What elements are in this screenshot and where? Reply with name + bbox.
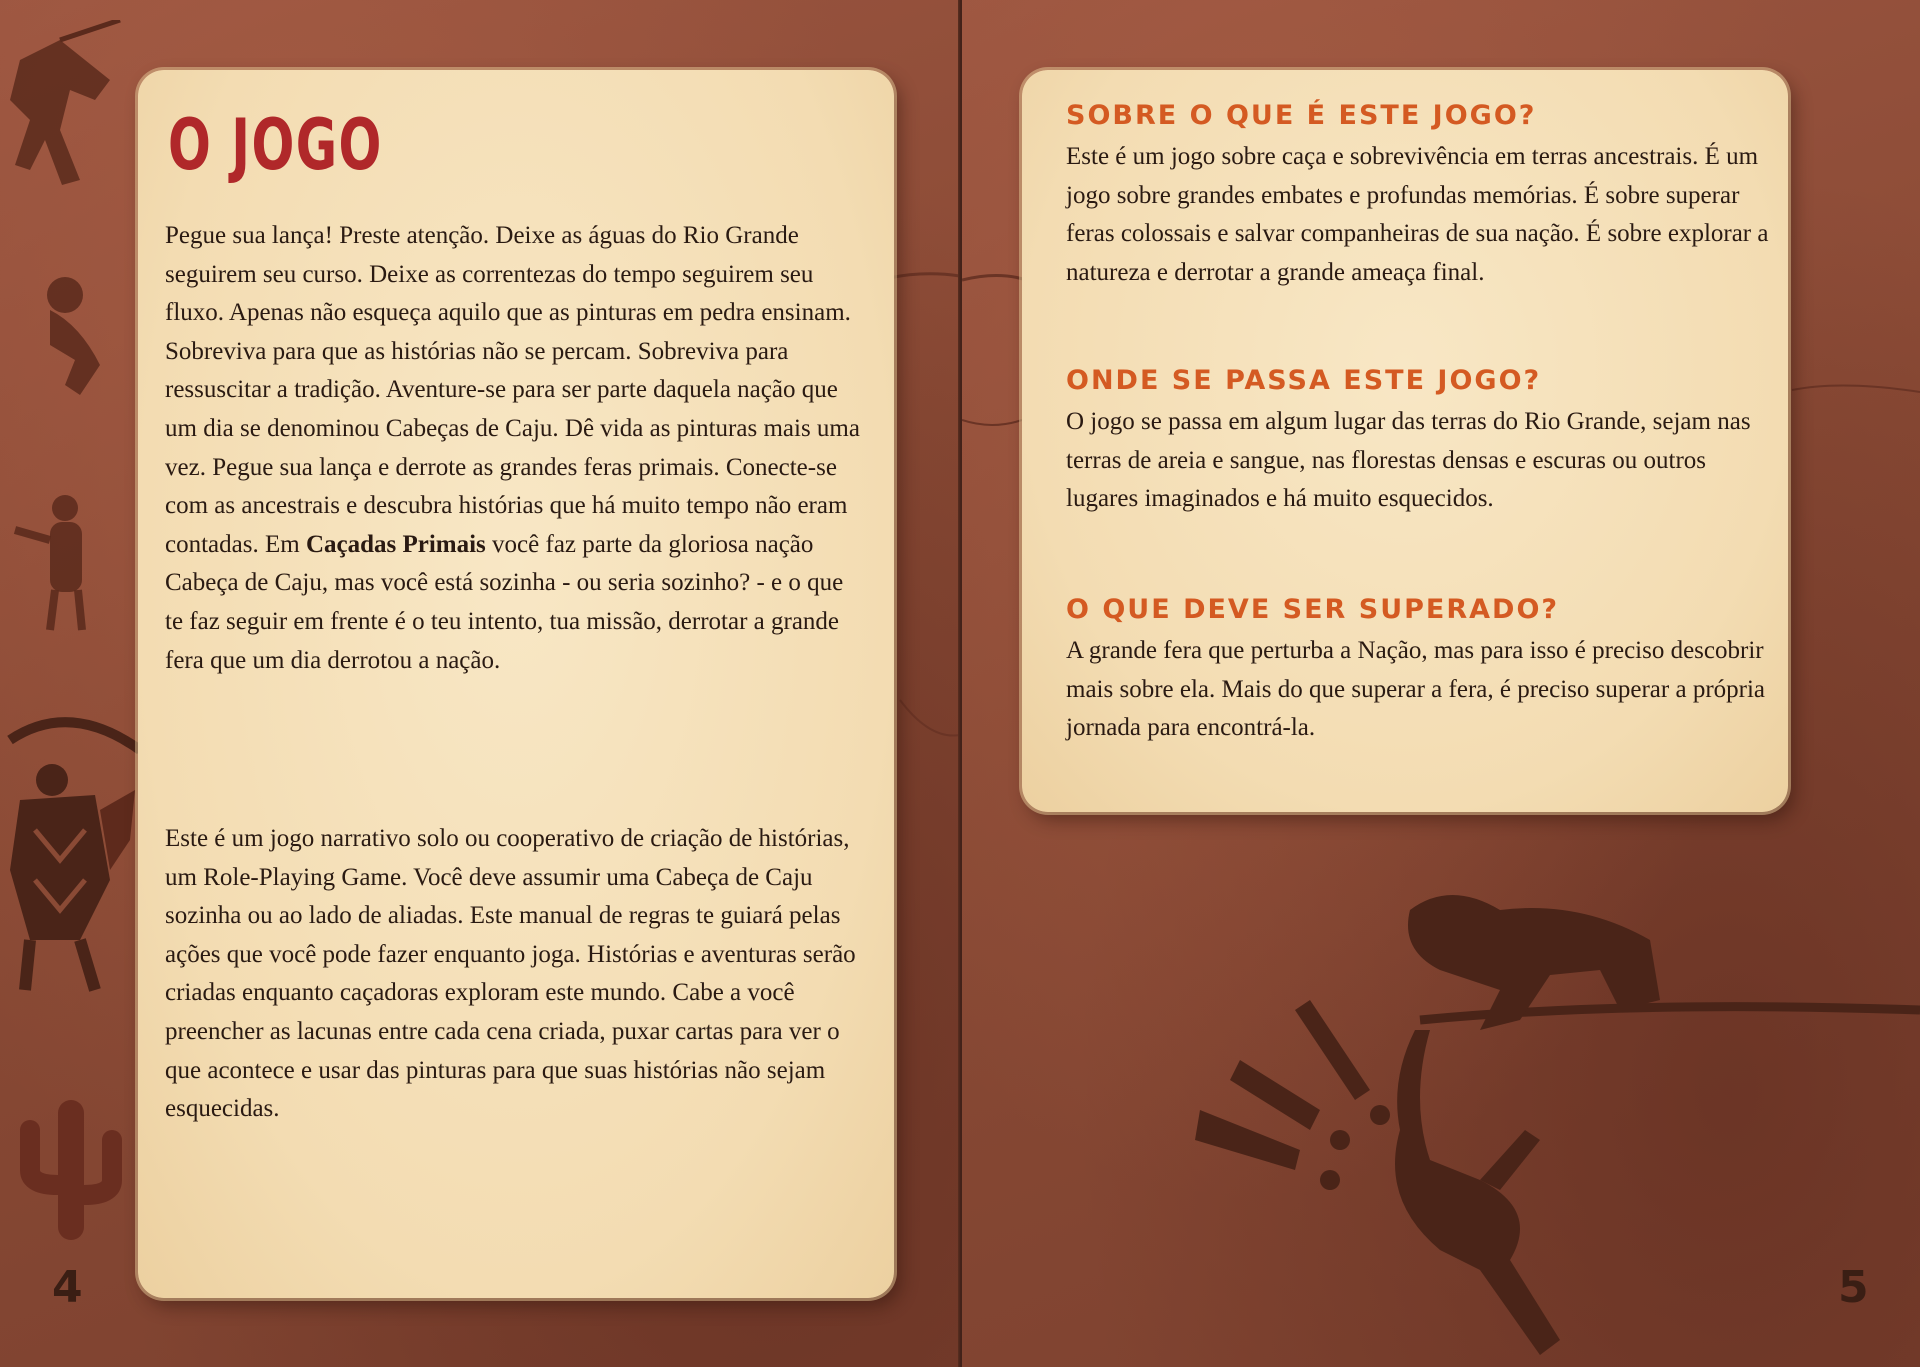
section-heading-challenge: O QUE DEVE SER SUPERADO? bbox=[1066, 594, 1560, 625]
cave-painting-figure-icon bbox=[20, 265, 140, 405]
description-paragraph: Este é um jogo narrativo solo ou cooperativo de criação de histórias, um Role-Playing Game. Você deve assumir uma Cabeça de Caju sozinha ou ao lado de aliadas. Este manual de regras te guiará pelas ações que você pode fazer enquanto joga. Histórias e aventuras serão criadas enquanto caçadoras exploram este mundo. Cabe a você preencher as lacunas entre cada cena criada, puxar cartas para ver o que acontece e usar das pinturas para que suas histórias não sejam esquecidas. bbox=[165, 825, 856, 1123]
intro-text-start: Pegue sua lança! Preste atenção. Deixe as águas do Rio Grande seguirem seu curso. Deixe as correntezas do tempo seguirem seu fluxo. Apenas não esqueça aquilo que as pinturas em pedra ensinam. Sobreviva para que as histórias não se percam. Sobreviva para ressuscitar a tradição. Aventure-se para ser parte daquela nação que um dia se denominou Cabeças de Caju. Dê vida as pinturas mais uma vez. Pegue sua lança e derrote as grandes feras primais. Conecte-se com as ancestrais e descubra histórias que há muito tempo não eram contadas. Em bbox=[165, 222, 860, 558]
game-title-bold: Caçadas Primais bbox=[305, 530, 486, 558]
page-number-left: 4 bbox=[52, 1262, 83, 1313]
cave-painting-animal-top-icon bbox=[0, 20, 140, 220]
right-page bbox=[962, 0, 1920, 1367]
intro-paragraph bbox=[165, 217, 865, 680]
cave-painting-warrior-icon bbox=[0, 700, 150, 1000]
section-text-setting: O jogo se passa em algum lugar das terras do Rio Grande, sejam nas terras de areia e sangue, nas florestas densas e escuras ou outros lugares imaginados e há muito esquecidos. bbox=[1066, 408, 1751, 513]
section-text-challenge: A grande fera que perturba a Nação, mas para isso é preciso descobrir mais sobre ela. Mais do que superar a fera, é preciso superar a própria jornada para encontrá-la. bbox=[1066, 637, 1766, 742]
intro-text-end: você faz parte da gloriosa nação Cabeça de Caju, mas você está sozinha - ou seria sozinho? - e o que te faz seguir em frente é o teu intento, tua missão, derrotar a grande fera que um dia derrotou a nação. bbox=[165, 530, 844, 674]
cave-painting-hunter-icon bbox=[10, 490, 120, 650]
section-heading-about: SOBRE O QUE É ESTE JOGO? bbox=[1066, 100, 1537, 131]
cactus-icon bbox=[10, 1090, 130, 1250]
cave-painting-predator-attack-icon bbox=[1180, 880, 1920, 1360]
page-number-right: 5 bbox=[1838, 1262, 1869, 1313]
section-heading-setting: ONDE SE PASSA ESTE JOGO? bbox=[1066, 365, 1542, 396]
page-title: O JOGO bbox=[168, 104, 383, 186]
section-text-about: Este é um jogo sobre caça e sobrevivência em terras ancestrais. É um jogo sobre grandes embates e profundas memórias. É sobre superar feras colossais e salvar companheiras de sua nação. É sobre explorar a natureza e derrotar a grande ameaça final. bbox=[1066, 143, 1769, 286]
